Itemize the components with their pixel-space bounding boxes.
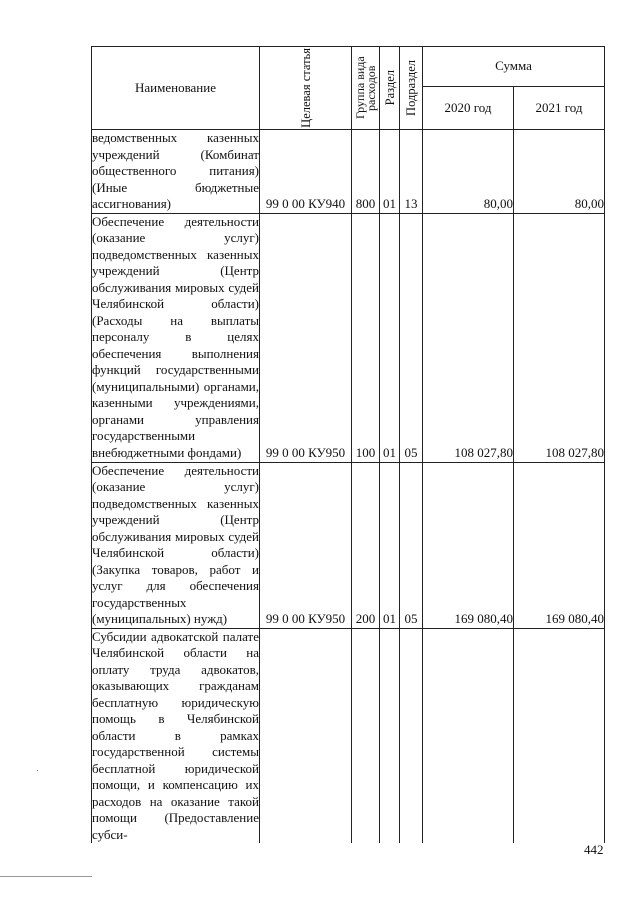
row-name: Субсидии адвокатской палате Челябинской области на оплату труда адвокатов, оказывающих гражданам бесплатную юридическую помощь в Челябинской области в рамках государственной системы бесплатной юридической помощи, и компенсацию их расходов на оказание такой помощи (Предоставление субси- (92, 628, 259, 842)
cell-text: 108 027,80 (545, 445, 604, 460)
row-subsection (400, 628, 423, 843)
cell-text: 169 080,40 (545, 611, 604, 626)
row-section (380, 628, 400, 843)
header-target-article: Целевая статья (260, 47, 352, 130)
cell-text: 01 (383, 445, 396, 460)
header-subsection: Подраздел (400, 47, 423, 130)
row-name: Обеспечение деятельности (оказание услуг) подведомственных казенных учреждений (Центр обслуживания мировых судей Челябинской области) (Закупка товаров, работ и услуг для обеспечения государственных (муниципальных) нужд) (92, 462, 259, 626)
row-sum-2020 (423, 628, 514, 843)
cell-text: 05 (404, 611, 418, 626)
cell-text: 100 (355, 445, 376, 460)
header-name: Наименование (92, 47, 260, 130)
row-section (380, 462, 400, 628)
row-name: ведомственных казенных учреждений (Комбинат общественного питания) (Иные бюджетные ассигнования) (92, 130, 259, 211)
row-sum-2020 (423, 213, 514, 462)
row-sum-2021 (514, 213, 605, 462)
table-body (92, 130, 605, 844)
cell-text: 108 027,80 (454, 445, 513, 460)
cell-text: 01 (383, 611, 396, 626)
cell-text: 80,00 (483, 196, 513, 211)
budget-table (91, 46, 605, 843)
table-row (92, 130, 605, 214)
header-expense-group: Группа вида расходов (352, 47, 380, 130)
page-number: 442 (584, 842, 604, 857)
table-row (92, 462, 605, 628)
table-row (92, 628, 605, 843)
row-target-article (260, 213, 352, 462)
row-section (380, 213, 400, 462)
cell-text: 13 (404, 196, 418, 211)
row-target-article (260, 130, 352, 214)
cell-text: 80,00 (574, 196, 604, 211)
row-subsection (400, 213, 423, 462)
table-header (92, 47, 605, 130)
cell-text: 800 (355, 196, 376, 211)
row-expense-group (352, 628, 380, 843)
row-sum-2021 (514, 628, 605, 843)
cell-text: 169 080,40 (454, 611, 513, 626)
row-subsection (400, 462, 423, 628)
row-sum-2020 (423, 462, 514, 628)
row-subsection (400, 130, 423, 214)
header-year-2020: 2020 год (423, 87, 514, 130)
header-year-2021: 2021 год (514, 87, 605, 130)
row-sum-2021 (514, 462, 605, 628)
header-section: Раздел (380, 47, 400, 130)
row-expense-group (352, 462, 380, 628)
cell-text: 99 0 00 КУ950 (265, 445, 346, 460)
row-expense-group (352, 130, 380, 214)
header-sum: Сумма (423, 47, 605, 87)
row-target-article (260, 462, 352, 628)
row-name: Обеспечение деятельности (оказание услуг) подведомственных казенных учреждений (Центр обслуживания мировых судей Челябинской области) (Расходы на выплаты персоналу в целях обеспечения выполнения функций государственными (муниципальными) органами, казенными учреждениями, органами управления государственными внебюджетными фондами) (92, 213, 260, 462)
cell-text: 200 (355, 611, 376, 626)
cell-text: 05 (404, 445, 418, 460)
cell-text: 01 (383, 196, 396, 211)
cell-text: 99 0 00 КУ950 (265, 611, 346, 626)
row-expense-group (352, 213, 380, 462)
row-sum-2020 (423, 130, 514, 214)
table-row (92, 213, 605, 462)
row-sum-2021 (514, 130, 605, 214)
scan-mark (37, 770, 38, 771)
row-section (380, 130, 400, 214)
footer-divider (0, 876, 92, 877)
cell-text: 99 0 00 КУ940 (265, 196, 346, 211)
row-target-article (260, 628, 352, 843)
